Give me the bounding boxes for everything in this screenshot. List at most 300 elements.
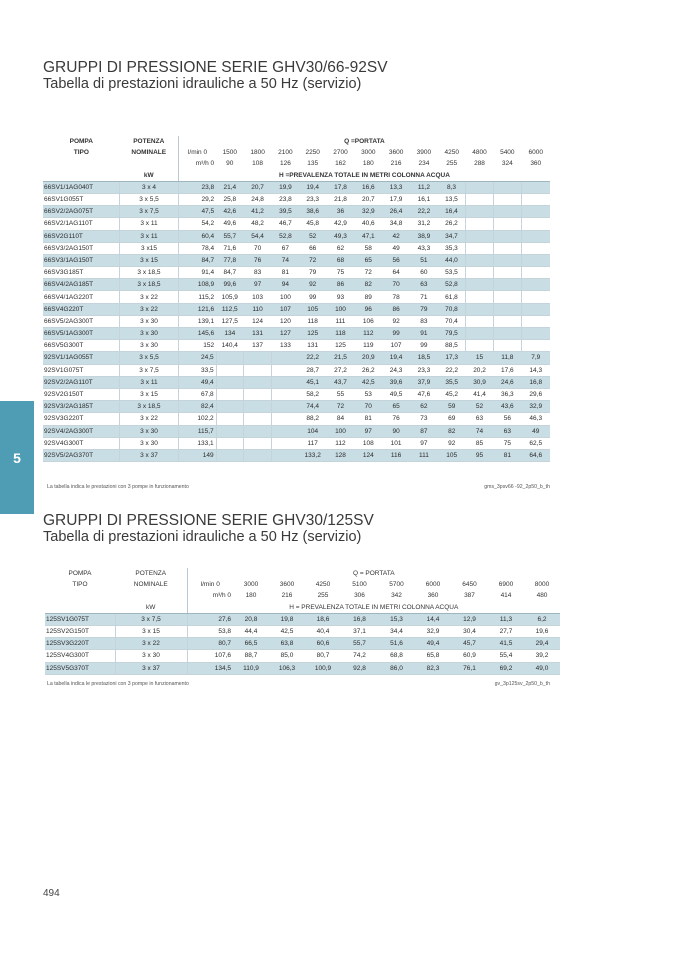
head-value: 54,2: [178, 218, 216, 230]
head-value: 19,4: [382, 352, 410, 364]
head-value: 17,6: [493, 364, 521, 376]
table1-lmin-cell: 6000: [528, 149, 543, 157]
table1-m3h-cell: 126: [279, 160, 291, 168]
head-value: [272, 401, 299, 413]
head-value: 69,2: [488, 662, 524, 674]
head-value: 105: [299, 303, 326, 315]
head-value: 149: [178, 449, 216, 461]
head-value: 105: [438, 449, 466, 461]
head-value: 45,8: [299, 218, 326, 230]
head-value: [521, 267, 550, 279]
head-value: 66: [299, 242, 326, 254]
head-value: [243, 413, 271, 425]
head-value: 112: [326, 437, 354, 449]
head-value: [466, 340, 493, 352]
head-value: 32,9: [521, 401, 550, 413]
head-value: 55,7: [341, 638, 378, 650]
table1-lmin-cell: 2700: [333, 149, 348, 157]
head-value: [466, 303, 493, 315]
head-value: 125: [299, 328, 326, 340]
head-value: 51: [410, 254, 437, 266]
head-value: 63: [466, 413, 493, 425]
head-value: 21,4: [216, 181, 243, 193]
pump-model: 66SV2/1AG110T: [43, 218, 120, 230]
pump-model: 125SV1G075T: [45, 613, 115, 625]
head-value: 15,3: [378, 613, 415, 625]
head-value: 17,9: [382, 193, 410, 205]
pump-model: 66SV2/2AG075T: [43, 206, 120, 218]
head-value: 34,4: [378, 625, 415, 637]
section-number: 5: [13, 449, 21, 466]
head-value: 43,3: [410, 242, 437, 254]
head-value: 70: [243, 242, 271, 254]
table2-lmin-cell: 6900: [498, 581, 514, 589]
head-value: [272, 376, 299, 388]
head-value: [216, 352, 243, 364]
head-value: 85,0: [269, 650, 305, 662]
head-value: 23,3: [410, 364, 437, 376]
nominal-power: 3 x 15: [120, 388, 179, 400]
head-value: 100: [326, 303, 354, 315]
section-tab: [0, 401, 34, 514]
head-value: 31,2: [410, 218, 437, 230]
head-value: 46,3: [521, 413, 550, 425]
head-value: 118: [326, 328, 354, 340]
head-value: 120: [272, 315, 299, 327]
table1-lmin-label: l/min 0: [187, 149, 208, 157]
head-value: [493, 206, 521, 218]
head-value: 67,8: [178, 388, 216, 400]
head-value: 92: [438, 437, 466, 449]
head-value: 49,4: [415, 638, 451, 650]
head-value: 33,5: [178, 364, 216, 376]
table2-m3h-cell: 180: [245, 592, 257, 600]
head-value: 65: [355, 254, 382, 266]
table1-lmin-cell: 2250: [305, 149, 320, 157]
head-value: 16,4: [438, 206, 466, 218]
head-value: [493, 242, 521, 254]
table2-reference-code: gv_3p125sv_2p50_b_th: [494, 681, 550, 687]
head-value: 86: [326, 279, 354, 291]
head-value: [272, 425, 299, 437]
table1-lmin-cell: 3900: [416, 149, 432, 157]
pump-model: 92SV1G075T: [43, 364, 120, 376]
head-value: 47,1: [355, 230, 382, 242]
head-value: 8,3: [438, 181, 466, 193]
head-value: [466, 218, 493, 230]
head-value: 19,4: [299, 181, 326, 193]
head-value: [216, 437, 243, 449]
head-value: [243, 364, 271, 376]
head-value: 79: [410, 303, 437, 315]
head-value: 63,8: [269, 638, 305, 650]
head-value: 52,8: [438, 279, 466, 291]
pump-model: 66SV3/1AG150T: [43, 254, 120, 266]
head-value: 53,5: [438, 267, 466, 279]
head-value: 19,9: [272, 181, 299, 193]
head-value: 131: [299, 340, 326, 352]
table2-m3h-cell: 216: [281, 592, 293, 600]
nominal-power: 3 x 30: [120, 425, 179, 437]
head-value: 29,2: [178, 193, 216, 205]
head-value: [521, 279, 550, 291]
head-value: 99: [410, 340, 437, 352]
table1-m3h-cell: 180: [362, 160, 374, 168]
pump-model: 66SV3/2AG150T: [43, 242, 120, 254]
head-value: 82,3: [415, 662, 451, 674]
pump-model: 92SV3G220T: [43, 413, 120, 425]
head-value: 102,2: [178, 413, 216, 425]
table-row: [43, 340, 550, 352]
head-value: 52: [466, 401, 493, 413]
head-value: 76: [382, 413, 410, 425]
head-value: 36,3: [493, 388, 521, 400]
table-row: [43, 437, 550, 449]
head-value: 72: [326, 401, 354, 413]
table-row: [43, 181, 550, 193]
table2-m3h-cell: 414: [500, 592, 512, 600]
head-value: [493, 279, 521, 291]
head-value: [272, 364, 299, 376]
pump-model: 92SV4G300T: [43, 437, 120, 449]
table1-note: La tabella indica le prestazioni con 3 pompe in funzionamento: [47, 484, 189, 490]
head-value: 16,1: [410, 193, 437, 205]
head-value: [521, 315, 550, 327]
table2-lmin-cell: 6450: [462, 581, 477, 589]
nominal-power: 3 x 30: [115, 650, 187, 662]
head-value: 20,8: [233, 613, 269, 625]
head-value: 81: [272, 267, 299, 279]
table1-lmin-cell: 4800: [472, 149, 487, 157]
table2-header-portata: Q = PORTATA: [352, 570, 395, 578]
head-value: 70: [355, 401, 382, 413]
head-value: 26,2: [355, 364, 382, 376]
head-value: 21,5: [326, 352, 354, 364]
head-value: [493, 230, 521, 242]
head-value: 107,6: [187, 650, 233, 662]
head-value: 51,6: [378, 638, 415, 650]
head-value: 71: [410, 291, 437, 303]
head-value: 76: [243, 254, 271, 266]
head-value: 24,6: [493, 376, 521, 388]
table2-subtitle: Tabella di prestazioni idrauliche a 50 Hz (servizio): [43, 529, 362, 545]
head-value: 92: [299, 279, 326, 291]
head-value: 63: [410, 279, 437, 291]
head-value: 88,2: [299, 413, 326, 425]
table2-header-tipo: TIPO: [72, 581, 88, 589]
nominal-power: 3 x 22: [120, 413, 179, 425]
head-value: 62,5: [521, 437, 550, 449]
head-value: 26,2: [438, 218, 466, 230]
table-row: [43, 230, 550, 242]
nominal-power: 3 x 5,5: [120, 193, 179, 205]
head-value: [493, 254, 521, 266]
head-value: 49,0: [524, 662, 560, 674]
head-value: 81: [355, 413, 382, 425]
head-value: [243, 437, 271, 449]
table1-lmin-cell: 2100: [278, 149, 293, 157]
head-value: 32,9: [355, 206, 382, 218]
head-value: [466, 181, 493, 193]
head-value: [521, 303, 550, 315]
head-value: 23,8: [178, 181, 216, 193]
head-value: 93: [326, 291, 354, 303]
head-value: 88,7: [233, 650, 269, 662]
head-value: 44,4: [233, 625, 269, 637]
head-value: 79,5: [438, 328, 466, 340]
table1-m3h-cell: 162: [335, 160, 346, 168]
head-value: 127,5: [216, 315, 243, 327]
head-value: 22,2: [438, 364, 466, 376]
head-value: 27,7: [488, 625, 524, 637]
head-value: 6,2: [524, 613, 560, 625]
pump-model: 66SV4/2AG185T: [43, 279, 120, 291]
head-value: 108: [355, 437, 382, 449]
head-value: 134,5: [187, 662, 233, 674]
table1-header-portata: Q =PORTATA: [344, 138, 385, 146]
head-value: 83: [410, 315, 437, 327]
head-value: 75: [326, 267, 354, 279]
head-value: 87: [410, 425, 437, 437]
table1-m3h-cell: 135: [307, 160, 319, 168]
table1-lmin-cell: 1500: [222, 149, 238, 157]
table1-m3h-cell: 234: [418, 160, 430, 168]
nominal-power: 3 x 18,5: [120, 401, 179, 413]
head-value: 133: [272, 340, 299, 352]
table1-m3h-cell: 90: [226, 160, 234, 168]
head-value: 11,8: [493, 352, 521, 364]
head-value: 16,8: [521, 376, 550, 388]
nominal-power: 3 x 30: [120, 340, 179, 352]
head-value: 38,6: [299, 206, 326, 218]
head-value: 100: [272, 291, 299, 303]
head-value: 125: [326, 340, 354, 352]
head-value: 42,6: [216, 206, 243, 218]
head-value: [521, 340, 550, 352]
head-value: [243, 388, 271, 400]
head-value: 42,5: [355, 376, 382, 388]
head-value: 19,6: [524, 625, 560, 637]
pump-model: 92SV2G150T: [43, 388, 120, 400]
head-value: 20,7: [355, 193, 382, 205]
head-value: 74: [466, 425, 493, 437]
head-value: 72: [355, 267, 382, 279]
head-value: 60,6: [305, 638, 341, 650]
table1-m3h-cell: 324: [501, 160, 513, 168]
pump-model: 92SV4/2AG300T: [43, 425, 120, 437]
head-value: 49,6: [216, 218, 243, 230]
head-value: 45,1: [299, 376, 326, 388]
head-value: 103: [243, 291, 271, 303]
head-value: 92: [382, 315, 410, 327]
head-value: [493, 193, 521, 205]
nominal-power: 3 x 18,5: [120, 279, 179, 291]
head-value: 110,9: [233, 662, 269, 674]
head-value: [216, 413, 243, 425]
head-value: 140,4: [216, 340, 243, 352]
nominal-power: 3 x 18,5: [120, 267, 179, 279]
table2-header-prevalenza: H = PREVALENZA TOTALE IN METRI COLONNA ACQUA: [187, 602, 560, 614]
head-value: [521, 328, 550, 340]
head-value: 139,1: [178, 315, 216, 327]
head-value: [521, 193, 550, 205]
head-value: 49,5: [382, 388, 410, 400]
table-row: [45, 613, 560, 625]
head-value: 17,3: [438, 352, 466, 364]
head-value: 94: [272, 279, 299, 291]
head-value: [466, 193, 493, 205]
head-value: 19,8: [269, 613, 305, 625]
head-value: 20,2: [466, 364, 493, 376]
table-row: [43, 193, 550, 205]
nominal-power: 3 x 37: [115, 662, 187, 674]
table1-title: GRUPPI DI PRESSIONE SERIE GHV30/66-92SV: [43, 59, 388, 76]
head-value: 106: [355, 315, 382, 327]
table1-header-nominale: NOMINALE: [120, 147, 179, 158]
table1-header-potenza: POTENZA: [120, 136, 179, 147]
head-value: 89: [355, 291, 382, 303]
head-value: 56: [493, 413, 521, 425]
head-value: 45,2: [438, 388, 466, 400]
head-value: 74,2: [341, 650, 378, 662]
head-value: 22,2: [410, 206, 437, 218]
table-row: [45, 638, 560, 650]
head-value: 110: [243, 303, 271, 315]
head-value: 128: [326, 449, 354, 461]
head-value: 86,0: [378, 662, 415, 674]
head-value: 70: [382, 279, 410, 291]
head-value: 43,7: [326, 376, 354, 388]
pump-model: 66SV1/1AG040T: [43, 181, 120, 193]
head-value: [493, 328, 521, 340]
head-value: 55,4: [488, 650, 524, 662]
head-value: [493, 291, 521, 303]
head-value: 43,6: [493, 401, 521, 413]
head-value: 82: [355, 279, 382, 291]
head-value: 72: [299, 254, 326, 266]
nominal-power: 3 x 15: [120, 254, 179, 266]
head-value: 75: [493, 437, 521, 449]
head-value: 35,5: [438, 376, 466, 388]
head-value: 121,6: [178, 303, 216, 315]
table-row: [43, 352, 550, 364]
head-value: 127: [272, 328, 299, 340]
head-value: 119: [355, 340, 382, 352]
pump-model: 66SV4/1AG220T: [43, 291, 120, 303]
head-value: 41,4: [466, 388, 493, 400]
head-value: 84,7: [178, 254, 216, 266]
head-value: [521, 291, 550, 303]
head-value: 145,6: [178, 328, 216, 340]
nominal-power: 3 x 15: [115, 625, 187, 637]
table-row: [43, 364, 550, 376]
head-value: 84: [326, 413, 354, 425]
head-value: 42,5: [269, 625, 305, 637]
head-value: 100: [326, 425, 354, 437]
head-value: 11,3: [488, 613, 524, 625]
head-value: 104: [299, 425, 326, 437]
head-value: 152: [178, 340, 216, 352]
table-row: [43, 388, 550, 400]
table-row: [43, 376, 550, 388]
table-row: [43, 315, 550, 327]
head-value: 13,3: [382, 181, 410, 193]
table2-m3h-label: m³/h 0: [212, 592, 231, 600]
head-value: 35,3: [438, 242, 466, 254]
table1-lmin-cell: 5400: [500, 149, 515, 157]
nominal-power: 3 x 30: [120, 315, 179, 327]
pump-model: 125SV5G370T: [45, 662, 115, 674]
head-value: 26,4: [382, 206, 410, 218]
head-value: 15: [466, 352, 493, 364]
head-value: 64,6: [521, 449, 550, 461]
head-value: 20,9: [355, 352, 382, 364]
head-value: 108,9: [178, 279, 216, 291]
table2-m3h-cell: 306: [354, 592, 365, 600]
pump-model: 92SV3/2AG185T: [43, 401, 120, 413]
head-value: 117: [299, 437, 326, 449]
head-value: 49: [521, 425, 550, 437]
table1-header-pompa: POMPA: [69, 138, 93, 146]
head-value: [216, 401, 243, 413]
head-value: [216, 376, 243, 388]
head-value: 97: [243, 279, 271, 291]
head-value: 36: [326, 206, 354, 218]
head-value: 70,8: [438, 303, 466, 315]
head-value: [243, 425, 271, 437]
head-value: 60: [410, 267, 437, 279]
head-value: 49,3: [326, 230, 354, 242]
head-value: 112,5: [216, 303, 243, 315]
head-value: 106,3: [269, 662, 305, 674]
head-value: [466, 206, 493, 218]
head-value: 71,6: [216, 242, 243, 254]
head-value: [216, 388, 243, 400]
table2-lmin-cell: 3600: [279, 581, 295, 589]
table2-header-potenza: POTENZA: [115, 568, 187, 579]
head-value: 81: [493, 449, 521, 461]
head-value: [521, 230, 550, 242]
nominal-power: 3 x 11: [120, 218, 179, 230]
table2: [45, 568, 560, 675]
table1-m3h-label: m³/h 0: [195, 160, 215, 168]
table-row: [43, 279, 550, 291]
pump-model: 92SV1/1AG055T: [43, 352, 120, 364]
table2-header-pompa: POMPA: [68, 570, 92, 578]
head-value: 45,7: [451, 638, 488, 650]
head-value: 85: [466, 437, 493, 449]
head-value: [493, 267, 521, 279]
head-value: 49: [382, 242, 410, 254]
head-value: 82: [438, 425, 466, 437]
head-value: 39,6: [382, 376, 410, 388]
head-value: 16,6: [355, 181, 382, 193]
table1: [43, 136, 550, 462]
table-row: [43, 303, 550, 315]
head-value: [466, 279, 493, 291]
head-value: 107: [272, 303, 299, 315]
table2-note: La tabella indica le prestazioni con 3 pompe in funzionamento: [47, 681, 189, 687]
head-value: [493, 303, 521, 315]
table1-m3h-cell: 360: [530, 160, 542, 168]
head-value: 37,9: [410, 376, 437, 388]
head-value: 133,2: [299, 449, 326, 461]
head-value: 61,8: [438, 291, 466, 303]
head-value: 96: [355, 303, 382, 315]
head-value: 111: [410, 449, 437, 461]
head-value: 74: [272, 254, 299, 266]
head-value: 82,4: [178, 401, 216, 413]
